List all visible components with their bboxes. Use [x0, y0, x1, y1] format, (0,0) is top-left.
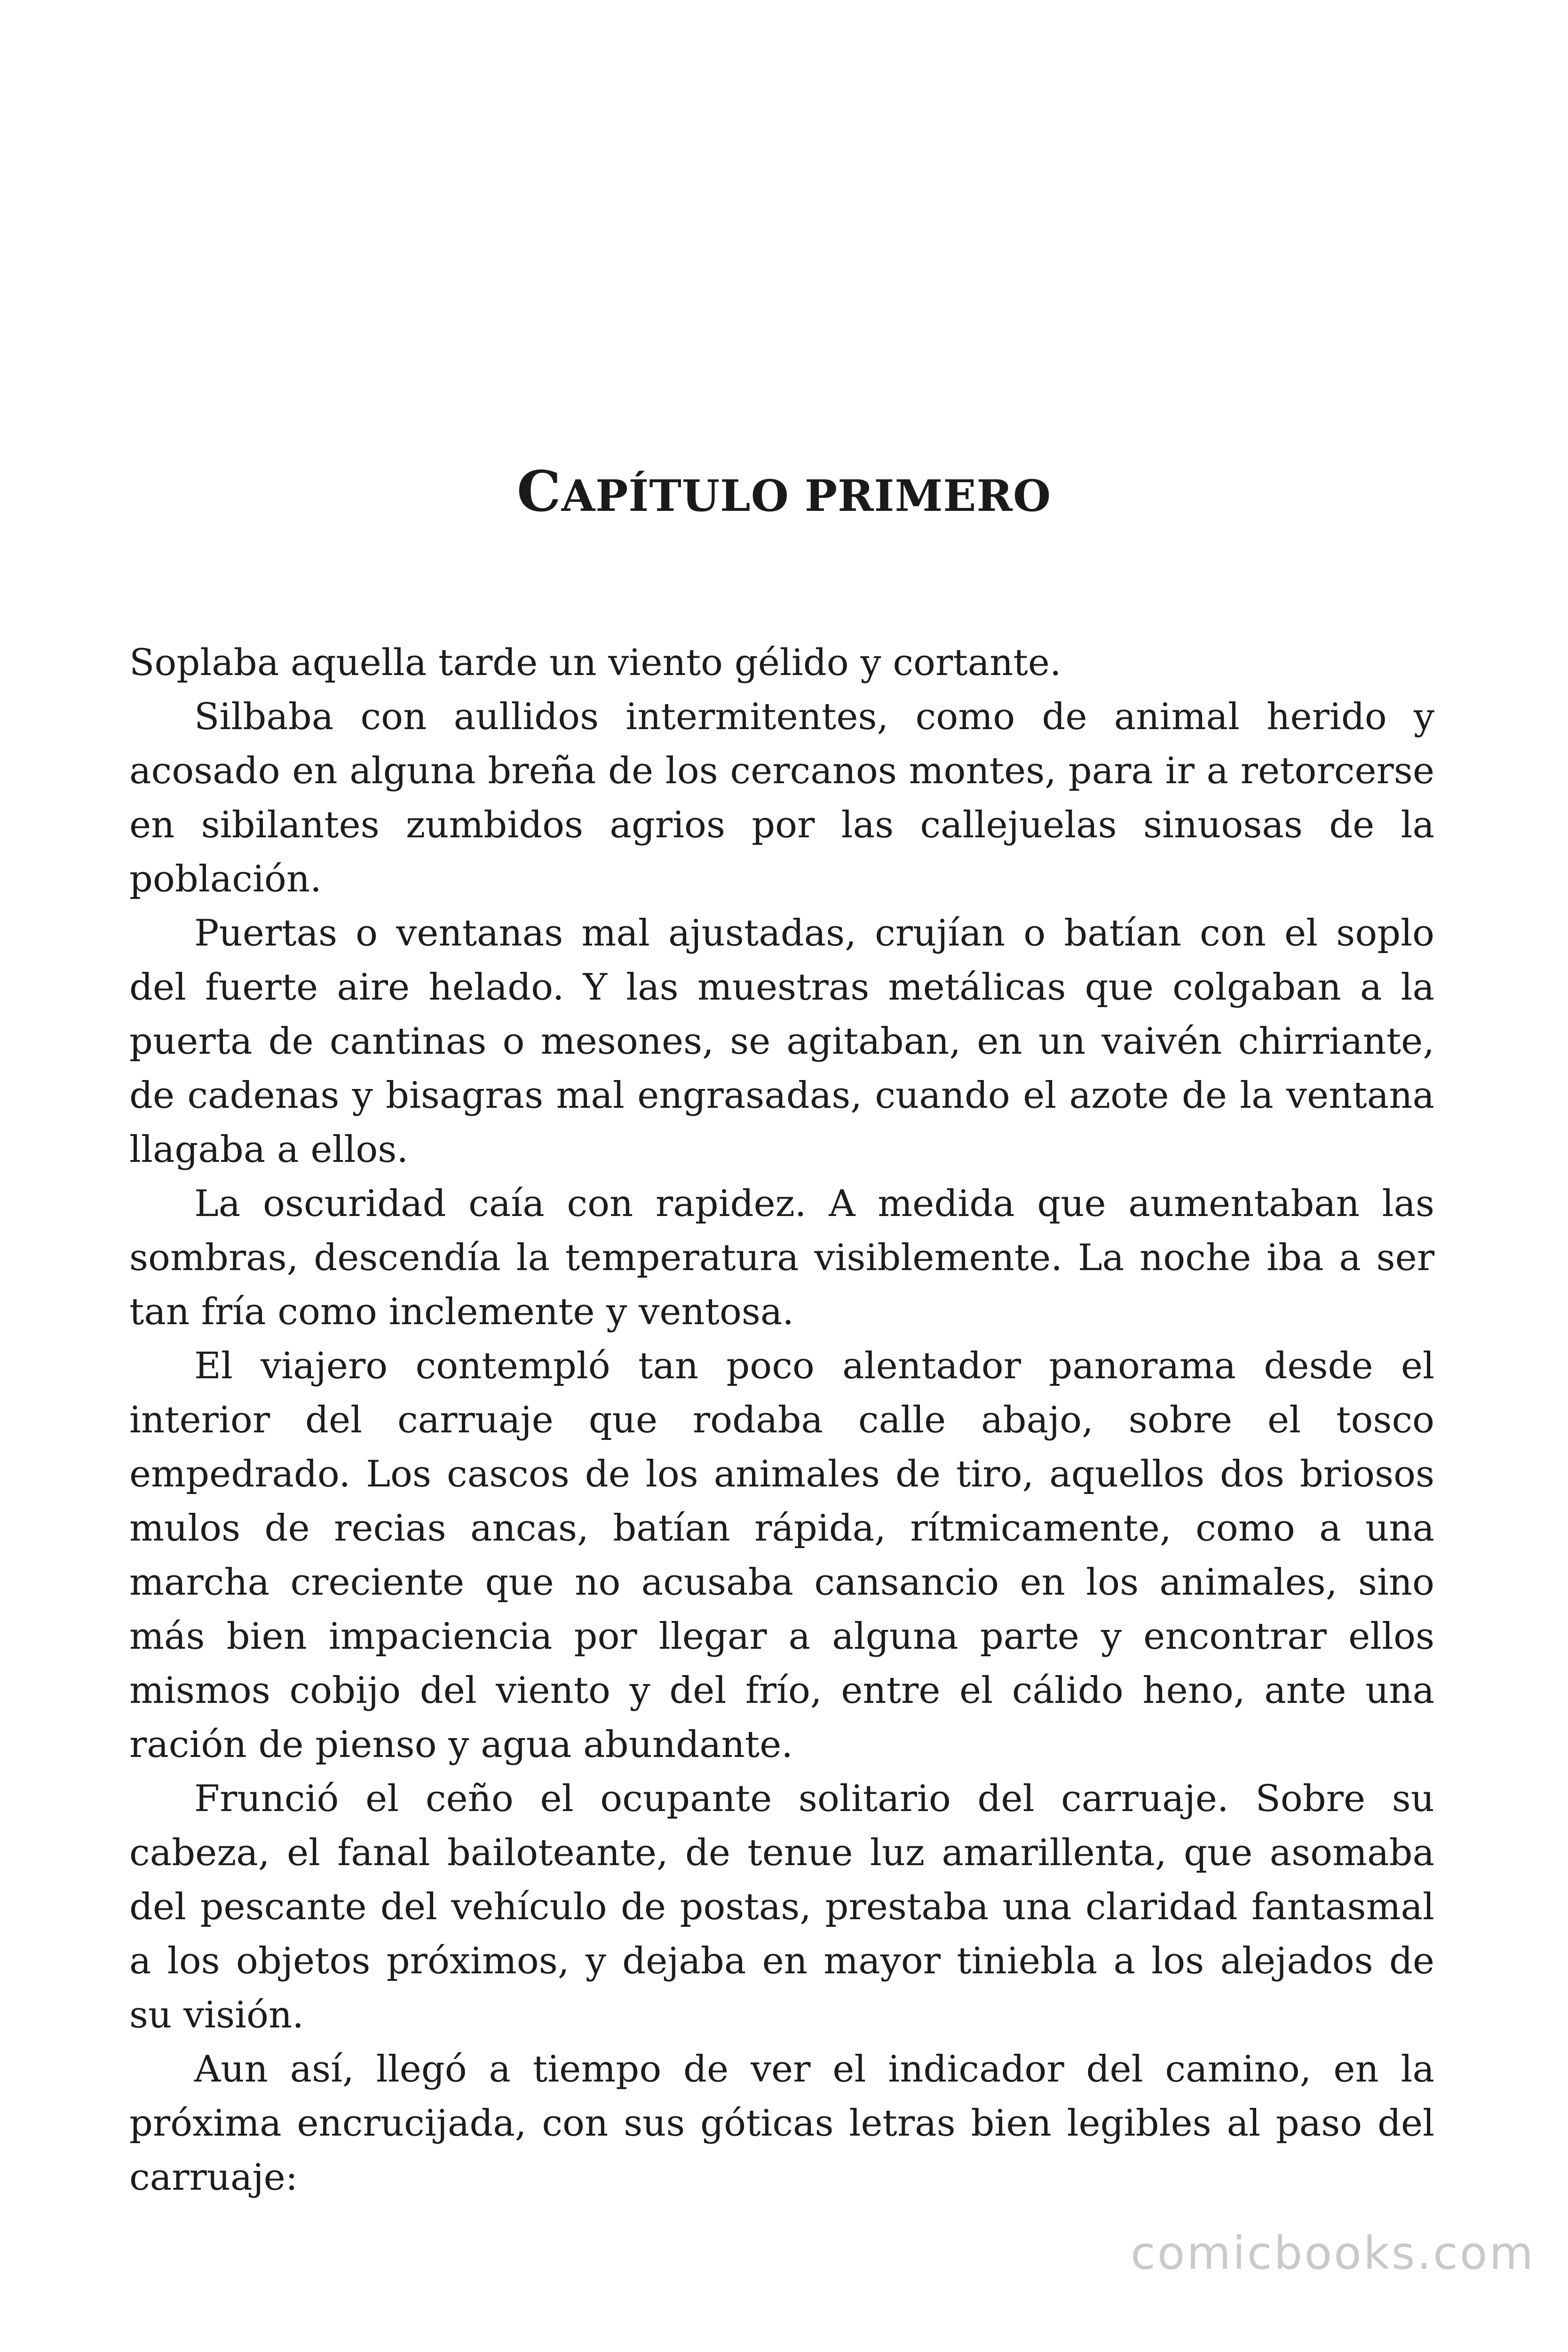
paragraph: Silbaba con aullidos intermitentes, como de animal herido y acosado en alguna breña de los cercanos montes, para ir a retorcerse en sibilantes zumbidos agrios por las callejuelas sinuosas de la población. — [129, 696, 1434, 900]
paragraph: Aun así, llegó a tiempo de ver el indicador del camino, en la próxima encrucijada, con sus góticas letras bien legibles al paso del carruaje: — [129, 2048, 1434, 2199]
chapter-title-rest: APÍTULO PRIMERO — [561, 470, 1052, 521]
chapter-title-initial: C — [516, 459, 562, 524]
chapter-title — [0, 456, 1568, 531]
paragraph: El viajero contempló tan poco alentador panorama desde el interior del carruaje que rodaba calle abajo, sobre el tosco empedrado. Los cascos de los animales de tiro, aquellos dos briosos mulos de recias ancas, batían rápida, rítmicamente, como a una marcha creciente que no acusaba cansancio en los animales, sino más bien impaciencia por llegar a alguna parte y encontrar ellos mismos cobijo del viento y del frío, entre el cálido heno, ante una ración de pienso y agua abundante. — [129, 1345, 1434, 1766]
paragraph: Puertas o ventanas mal ajustadas, crujían o batían con el soplo del fuerte aire helado. Y las muestras metálicas que colgaban a la puerta de cantinas o mesones, se agitaban, en un vaivén chirriante, de cadenas y bisagras mal engrasadas, cuando el azote de la ventana llagaba a ellos. — [129, 912, 1434, 1171]
paragraph: Soplaba aquella tarde un viento gélido y cortante. — [129, 642, 1061, 684]
paragraph: Frunció el ceño el ocupante solitario del carruaje. Sobre su cabeza, el fanal bailoteante, de tenue luz amarillenta, que asomaba del pescante del vehículo de postas, prestaba una claridad fantasmal a los objetos próximos, y dejaba en mayor tiniebla a los alejados de su visión. — [129, 1778, 1434, 2036]
chapter-body — [129, 636, 1434, 2205]
paragraph: La oscuridad caía con rapidez. A medida que aumentaban las sombras, descendía la temperatura visiblemente. La noche iba a ser tan fría como inclemente y ventosa. — [129, 1183, 1434, 1333]
watermark: comicbooks.com — [1130, 2227, 1535, 2280]
